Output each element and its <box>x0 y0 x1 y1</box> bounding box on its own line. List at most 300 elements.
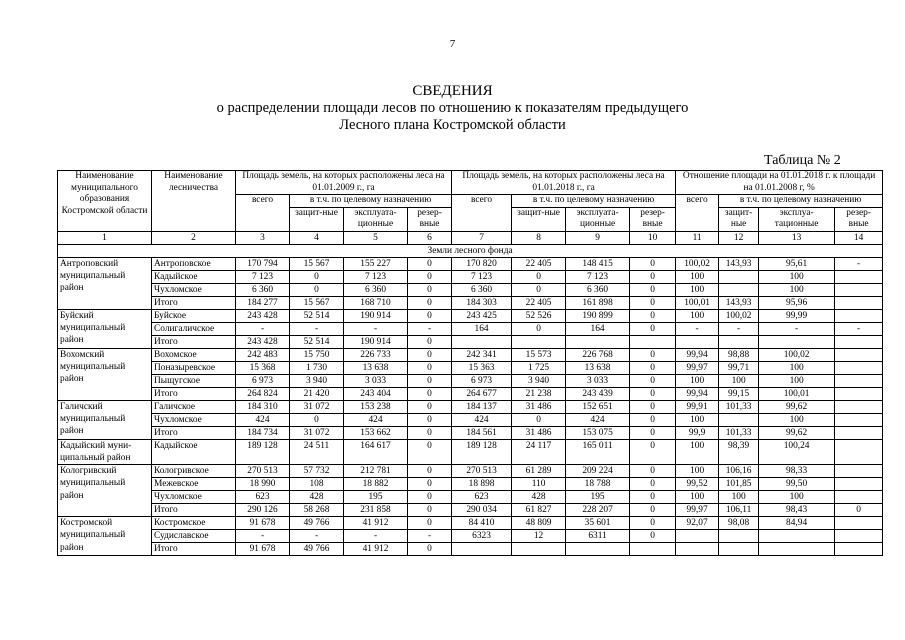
municipality-name: Кологривский муниципальный район <box>58 465 152 517</box>
table-cell: 164 617 <box>344 439 408 465</box>
table-cell: 99,50 <box>759 478 835 491</box>
municipality-name: Вохомский муниципальный район <box>58 348 152 400</box>
table-cell: 98,08 <box>719 517 759 530</box>
table-row <box>58 387 883 400</box>
table-row <box>58 270 883 283</box>
table-cell: 0 <box>630 361 676 374</box>
forestry-name: Поназыревское <box>152 361 236 374</box>
table-cell: 168 710 <box>344 296 408 309</box>
table-cell: 15 567 <box>290 257 344 270</box>
table-cell <box>835 348 883 361</box>
table-cell: 242 341 <box>452 348 512 361</box>
table-row <box>58 283 883 296</box>
table-cell: 13 638 <box>344 361 408 374</box>
table-cell: 153 238 <box>344 400 408 413</box>
table-cell: 6311 <box>566 530 630 543</box>
table-cell: 0 <box>408 465 452 478</box>
column-number: 2 <box>152 231 236 244</box>
forestry-name: Костромское <box>152 517 236 530</box>
table-cell <box>630 335 676 348</box>
table-cell <box>835 361 883 374</box>
table-cell: 243 404 <box>344 387 408 400</box>
table-cell: 428 <box>290 491 344 504</box>
table-cell: 99,62 <box>759 426 835 439</box>
table-row <box>58 439 883 465</box>
table-cell: - <box>290 322 344 335</box>
table-cell: 100 <box>759 361 835 374</box>
table-cell <box>512 543 566 556</box>
table-row <box>58 478 883 491</box>
header-total-2018: всего <box>452 195 512 232</box>
table-cell: 13 638 <box>566 361 630 374</box>
forestry-name: Итого <box>152 426 236 439</box>
table-cell: 0 <box>630 491 676 504</box>
table-cell <box>630 543 676 556</box>
table-cell: 99,94 <box>676 387 719 400</box>
table-cell: 424 <box>236 413 290 426</box>
table-cell: 3 940 <box>512 374 566 387</box>
table-cell: 0 <box>630 270 676 283</box>
table-cell: 41 912 <box>344 543 408 556</box>
table-row <box>58 361 883 374</box>
table-cell: 0 <box>512 270 566 283</box>
table-cell: 0 <box>512 322 566 335</box>
table-cell: 243 428 <box>236 309 290 322</box>
table-cell: 164 <box>566 322 630 335</box>
table-cell: 18 898 <box>452 478 512 491</box>
table-cell <box>835 439 883 465</box>
table-cell: 165 011 <box>566 439 630 465</box>
table-cell: 0 <box>630 530 676 543</box>
section-title: Земли лесного фонда <box>58 244 883 257</box>
table-cell: 100,24 <box>759 439 835 465</box>
table-cell: 100 <box>719 491 759 504</box>
table-cell: 209 224 <box>566 465 630 478</box>
table-row <box>58 400 883 413</box>
table-cell: 31 072 <box>290 426 344 439</box>
table-cell: - <box>408 322 452 335</box>
table-cell: 184 310 <box>236 400 290 413</box>
table-cell: 57 732 <box>290 465 344 478</box>
table-cell: 0 <box>630 387 676 400</box>
table-cell: 184 277 <box>236 296 290 309</box>
table-cell: 1 725 <box>512 361 566 374</box>
forestry-name: Кадыйское <box>152 270 236 283</box>
table-cell: 52 514 <box>290 335 344 348</box>
table-cell: 6 360 <box>344 283 408 296</box>
table-cell: 148 415 <box>566 257 630 270</box>
header-protective-2009: защит-ные <box>290 207 344 231</box>
table-cell: 61 827 <box>512 504 566 517</box>
table-cell: 0 <box>408 439 452 465</box>
table-cell: 0 <box>408 257 452 270</box>
table-cell: 0 <box>408 543 452 556</box>
table-cell: 243 439 <box>566 387 630 400</box>
table-cell: 100 <box>676 270 719 283</box>
forestry-name: Чухломское <box>152 491 236 504</box>
table-cell: 6 360 <box>452 283 512 296</box>
table-cell <box>835 478 883 491</box>
column-number: 14 <box>835 231 883 244</box>
table-cell <box>759 530 835 543</box>
table-cell: - <box>835 257 883 270</box>
table-cell: 99,91 <box>676 400 719 413</box>
table-cell: 100 <box>676 413 719 426</box>
table-cell: - <box>236 530 290 543</box>
table-cell: 290 034 <box>452 504 512 517</box>
column-number: 9 <box>566 231 630 244</box>
table-cell: 98,43 <box>759 504 835 517</box>
column-number: 5 <box>344 231 408 244</box>
table-cell: 52 526 <box>512 309 566 322</box>
table-cell: 91 678 <box>236 517 290 530</box>
table-cell: 0 <box>408 374 452 387</box>
page-number: 7 <box>449 38 456 50</box>
table-cell <box>835 270 883 283</box>
table-cell: - <box>835 322 883 335</box>
table-cell: 189 128 <box>236 439 290 465</box>
table-cell: 242 483 <box>236 348 290 361</box>
table-cell <box>566 543 630 556</box>
table-cell: 100 <box>676 465 719 478</box>
table-cell <box>835 387 883 400</box>
table-cell: - <box>290 530 344 543</box>
table-cell <box>719 283 759 296</box>
municipality-name: Галичский муниципальный район <box>58 400 152 439</box>
table-cell: 7 123 <box>236 270 290 283</box>
table-cell: 12 <box>512 530 566 543</box>
title-line-2: о распределении площади лесов по отношению к показателям предыдущего <box>216 100 689 116</box>
table-cell: 48 809 <box>512 517 566 530</box>
table-cell: 226 768 <box>566 348 630 361</box>
header-protective-2018: защит-ные <box>512 207 566 231</box>
table-cell: 195 <box>344 491 408 504</box>
table-row <box>58 413 883 426</box>
table-cell <box>566 335 630 348</box>
table-cell: 0 <box>630 400 676 413</box>
table-cell: 0 <box>408 387 452 400</box>
table-cell: 270 513 <box>452 465 512 478</box>
forestry-name: Вохомское <box>152 348 236 361</box>
table-cell: 623 <box>236 491 290 504</box>
column-number: 10 <box>630 231 676 244</box>
table-cell: 108 <box>290 478 344 491</box>
table-cell <box>835 543 883 556</box>
column-number-row <box>58 231 883 244</box>
table-cell: 228 207 <box>566 504 630 517</box>
table-cell <box>835 296 883 309</box>
forestry-name: Пыщугское <box>152 374 236 387</box>
municipality-name: Буйский муниципальный район <box>58 309 152 348</box>
table-cell: 0 <box>630 374 676 387</box>
forestry-name: Кологривское <box>152 465 236 478</box>
table-cell: 424 <box>566 413 630 426</box>
table-cell: 0 <box>630 348 676 361</box>
table-cell: 24 511 <box>290 439 344 465</box>
table-row <box>58 296 883 309</box>
table-cell: 101,33 <box>719 400 759 413</box>
table-cell: 106,11 <box>719 504 759 517</box>
column-number: 6 <box>408 231 452 244</box>
table-cell <box>835 309 883 322</box>
header-reserve-ratio: резер-вные <box>835 207 883 231</box>
table-cell: 0 <box>408 426 452 439</box>
table-cell: 15 573 <box>512 348 566 361</box>
table-cell: 99,97 <box>676 361 719 374</box>
table-cell: 95,96 <box>759 296 835 309</box>
header-reserve-2009: резер-вные <box>408 207 452 231</box>
header-ratio: Отношение площади на 01.01.2018 г. к площади на 01.01.2008 г, % <box>676 171 883 195</box>
forestry-name: Итого <box>152 387 236 400</box>
table-cell: 99,15 <box>719 387 759 400</box>
table-cell: 184 137 <box>452 400 512 413</box>
table-cell: 100 <box>759 374 835 387</box>
municipality-name: Кадыйский муни-ципальный район <box>58 439 152 465</box>
table-cell: 49 766 <box>290 543 344 556</box>
table-cell: 0 <box>630 504 676 517</box>
forestry-name: Буйское <box>152 309 236 322</box>
table-cell: 152 651 <box>566 400 630 413</box>
table-cell: 153 075 <box>566 426 630 439</box>
table-cell: 15 363 <box>452 361 512 374</box>
table-cell <box>452 543 512 556</box>
table-cell <box>835 335 883 348</box>
table-cell <box>759 543 835 556</box>
header-exploitation-ratio: эксплуа-тационные <box>759 207 835 231</box>
table-cell: 18 788 <box>566 478 630 491</box>
table-cell: 21 420 <box>290 387 344 400</box>
table-cell: 0 <box>630 257 676 270</box>
table-cell <box>835 465 883 478</box>
table-cell: 84,94 <box>759 517 835 530</box>
table-cell: 6 360 <box>566 283 630 296</box>
table-cell: 95,61 <box>759 257 835 270</box>
column-number: 7 <box>452 231 512 244</box>
table-cell: 99,9 <box>676 426 719 439</box>
table-row <box>58 465 883 478</box>
table-cell: 623 <box>452 491 512 504</box>
table-cell: 243 425 <box>452 309 512 322</box>
table-cell: 0 <box>630 517 676 530</box>
table-cell: 164 <box>452 322 512 335</box>
table-row <box>58 257 883 270</box>
table-cell: 184 303 <box>452 296 512 309</box>
table-cell: 161 898 <box>566 296 630 309</box>
table-cell <box>676 530 719 543</box>
table-cell: 0 <box>408 335 452 348</box>
table-cell: 424 <box>344 413 408 426</box>
table-cell <box>835 400 883 413</box>
table-cell: 110 <box>512 478 566 491</box>
table-row <box>58 309 883 322</box>
table-cell: 100 <box>676 309 719 322</box>
table-cell <box>719 335 759 348</box>
table-cell: 15 750 <box>290 348 344 361</box>
table-cell <box>835 517 883 530</box>
table-cell <box>835 413 883 426</box>
table-cell: 190 899 <box>566 309 630 322</box>
title-line-1: СВЕДЕНИЯ <box>412 83 493 99</box>
table-cell: 231 858 <box>344 504 408 517</box>
table-cell: 100 <box>676 283 719 296</box>
header-purpose-2009: в т.ч. по целевому назначению <box>290 195 452 208</box>
column-number: 13 <box>759 231 835 244</box>
table-cell: 100,01 <box>759 387 835 400</box>
table-cell: 270 513 <box>236 465 290 478</box>
table-cell: 41 912 <box>344 517 408 530</box>
table-cell: 0 <box>630 309 676 322</box>
table-cell: 21 238 <box>512 387 566 400</box>
forestry-name: Итого <box>152 296 236 309</box>
table-cell: 100,01 <box>676 296 719 309</box>
table-cell <box>719 270 759 283</box>
table-cell <box>835 283 883 296</box>
table-cell <box>676 543 719 556</box>
table-cell <box>676 335 719 348</box>
table-cell: 100 <box>676 439 719 465</box>
forest-area-table <box>57 170 883 556</box>
table-cell: 0 <box>408 400 452 413</box>
table-cell: 106,16 <box>719 465 759 478</box>
header-forestry: Наименование лесничества <box>152 171 236 232</box>
forestry-name: Галичское <box>152 400 236 413</box>
table-cell: 0 <box>630 296 676 309</box>
municipality-name: Антроповский муниципальный район <box>58 257 152 309</box>
table-cell: 153 662 <box>344 426 408 439</box>
forestry-name: Межевское <box>152 478 236 491</box>
table-cell <box>719 413 759 426</box>
table-cell: 424 <box>452 413 512 426</box>
table-cell: - <box>408 530 452 543</box>
header-total-ratio: всего <box>676 195 719 232</box>
table-cell: 0 <box>408 491 452 504</box>
header-area-2018: Площадь земель, на которых расположены леса на 01.01.2018 г., га <box>452 171 676 195</box>
table-cell: 7 123 <box>452 270 512 283</box>
table-cell: 3 033 <box>344 374 408 387</box>
table-cell: 226 733 <box>344 348 408 361</box>
table-cell: 143,93 <box>719 296 759 309</box>
table-row <box>58 530 883 543</box>
table-cell: 100 <box>676 374 719 387</box>
table-cell: 99,99 <box>759 309 835 322</box>
header-exploitation-2018: эксплуата-ционные <box>566 207 630 231</box>
table-row <box>58 374 883 387</box>
table-cell: 184 734 <box>236 426 290 439</box>
table-cell: 264 677 <box>452 387 512 400</box>
header-row-1 <box>58 171 883 195</box>
header-area-2009: Площадь земель, на которых расположены леса на 01.01.2009 г., га <box>236 171 452 195</box>
forestry-name: Чухломское <box>152 283 236 296</box>
table-cell: 0 <box>408 309 452 322</box>
table-cell: - <box>344 322 408 335</box>
table-cell: 0 <box>290 413 344 426</box>
table-cell: 6 973 <box>236 374 290 387</box>
table-cell: - <box>344 530 408 543</box>
table-cell: 100 <box>759 283 835 296</box>
table-cell: 6 973 <box>452 374 512 387</box>
table-cell: 0 <box>408 517 452 530</box>
forestry-name: Чухломское <box>152 413 236 426</box>
table-cell: 31 486 <box>512 426 566 439</box>
table-cell: 15 368 <box>236 361 290 374</box>
section-row <box>58 244 883 257</box>
column-number: 8 <box>512 231 566 244</box>
table-cell: 100,02 <box>676 257 719 270</box>
table-row <box>58 348 883 361</box>
header-total-2009: всего <box>236 195 290 232</box>
table-cell: 0 <box>630 283 676 296</box>
table-cell: 99,97 <box>676 504 719 517</box>
table-cell: 3 940 <box>290 374 344 387</box>
table-cell: - <box>759 322 835 335</box>
table-cell <box>759 335 835 348</box>
municipality-name: Костромской муниципальный район <box>58 517 152 556</box>
table-cell: 22 405 <box>512 296 566 309</box>
table-cell <box>835 530 883 543</box>
table-cell: 190 914 <box>344 335 408 348</box>
title-line-3: Лесного плана Костромской области <box>339 117 566 133</box>
table-cell: 243 428 <box>236 335 290 348</box>
forestry-name: Антроповское <box>152 257 236 270</box>
table-cell: 61 289 <box>512 465 566 478</box>
table-cell: 428 <box>512 491 566 504</box>
column-number: 12 <box>719 231 759 244</box>
document-title <box>0 83 905 134</box>
table-cell: 0 <box>630 413 676 426</box>
table-cell: 100 <box>759 270 835 283</box>
table-cell: - <box>236 322 290 335</box>
table-cell: 1 730 <box>290 361 344 374</box>
table-cell: 35 601 <box>566 517 630 530</box>
table-cell: 15 567 <box>290 296 344 309</box>
table-cell: 143,93 <box>719 257 759 270</box>
table-cell <box>835 426 883 439</box>
table-cell <box>719 543 759 556</box>
table-cell <box>719 530 759 543</box>
table-cell <box>512 335 566 348</box>
table-cell: 99,52 <box>676 478 719 491</box>
table-cell: 100 <box>719 374 759 387</box>
column-number: 4 <box>290 231 344 244</box>
table-cell: 101,33 <box>719 426 759 439</box>
table-cell: 0 <box>630 465 676 478</box>
table-cell: - <box>676 322 719 335</box>
table-cell: - <box>719 322 759 335</box>
table-cell: 0 <box>408 283 452 296</box>
table-row <box>58 491 883 504</box>
table-cell: 100 <box>676 491 719 504</box>
table-cell: 190 914 <box>344 309 408 322</box>
table-cell: 3 033 <box>566 374 630 387</box>
table-cell: 0 <box>630 322 676 335</box>
table-cell: 0 <box>408 413 452 426</box>
table-cell: 100 <box>759 491 835 504</box>
forestry-name: Итого <box>152 335 236 348</box>
table-cell <box>835 374 883 387</box>
header-reserve-2018: резер-вные <box>630 207 676 231</box>
forestry-name: Кадыйское <box>152 439 236 465</box>
table-cell: 0 <box>512 283 566 296</box>
header-purpose-2018: в т.ч. по целевому назначению <box>512 195 676 208</box>
table-cell: 99,71 <box>719 361 759 374</box>
table-cell: 92,07 <box>676 517 719 530</box>
column-number: 1 <box>58 231 152 244</box>
forestry-name: Итого <box>152 504 236 517</box>
table-cell: 100,02 <box>719 309 759 322</box>
table-row <box>58 335 883 348</box>
table-cell: 58 268 <box>290 504 344 517</box>
column-number: 11 <box>676 231 719 244</box>
